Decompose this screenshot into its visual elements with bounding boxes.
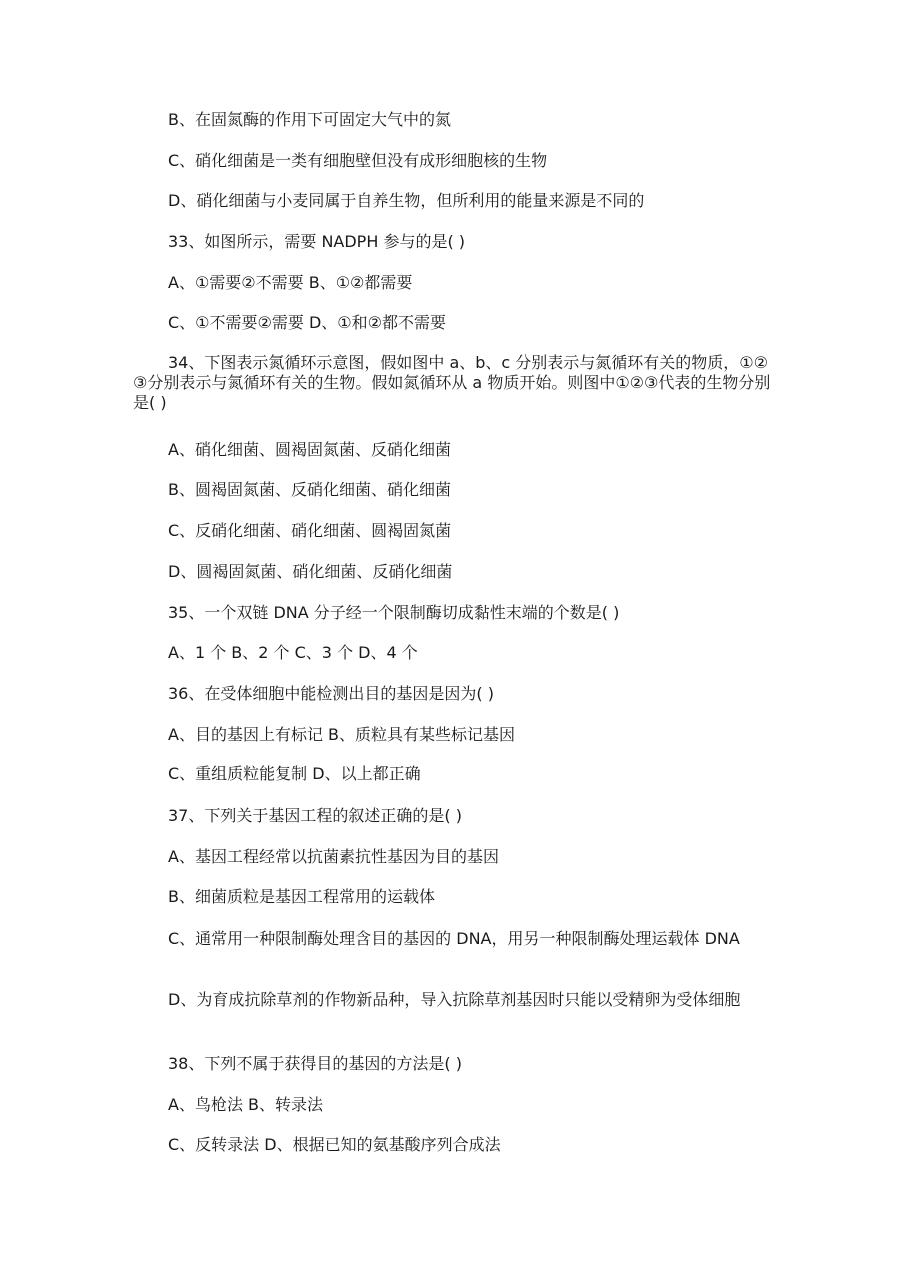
question-37: 37、下列关于基因工程的叙述正确的是( ) (168, 806, 462, 825)
option-34-b: B、圆褐固氮菌、反硝化细菌、硝化细菌 (168, 480, 451, 499)
options-38-ab: A、鸟枪法 B、转录法 (168, 1095, 324, 1114)
question-33: 33、如图所示，需要 NADPH 参与的是( ) (168, 232, 466, 251)
option-37-a: A、基因工程经常以抗菌素抗性基因为目的基因 (168, 847, 499, 866)
options-36-ab: A、目的基因上有标记 B、质粒具有某些标记基因 (168, 725, 516, 744)
option-37-d: D、为育成抗除草剂的作物新品种，导入抗除草剂基因时只能以受精卵为受体细胞 (168, 990, 741, 1009)
options-33-ab: A、①需要②不需要 B、①②都需要 (168, 273, 413, 292)
options-38-cd: C、反转录法 D、根据已知的氨基酸序列合成法 (168, 1135, 501, 1154)
option-32-b: B、在固氮酶的作用下可固定大气中的氮 (168, 110, 451, 129)
option-34-a: A、硝化细菌、圆褐固氮菌、反硝化细菌 (168, 440, 451, 459)
option-37-b: B、细菌质粒是基因工程常用的运载体 (168, 887, 435, 906)
question-36: 36、在受体细胞中能检测出目的基因是因为( ) (168, 684, 494, 703)
option-32-d: D、硝化细菌与小麦同属于自养生物，但所利用的能量来源是不同的 (168, 191, 645, 210)
options-33-cd: C、①不需要②需要 D、①和②都不需要 (168, 313, 446, 332)
option-34-d: D、圆褐固氮菌、硝化细菌、反硝化细菌 (168, 562, 453, 581)
question-34: 34、下图表示氮循环示意图，假如图中 a、b、c 分别表示与氮循环有关的物质，①②③分别表示与氮循环有关的生物。假如氮循环从 a 物质开始。则图中①②③代表的生物分别是( ) (133, 353, 771, 412)
option-32-c: C、硝化细菌是一类有细胞壁但没有成形细胞核的生物 (168, 151, 548, 170)
options-35: A、1 个 B、2 个 C、3 个 D、4 个 (168, 643, 418, 662)
question-38: 38、下列不属于获得目的基因的方法是( ) (168, 1054, 462, 1073)
question-35: 35、一个双链 DNA 分子经一个限制酶切成黏性末端的个数是( ) (168, 603, 620, 622)
option-37-c: C、通常用一种限制酶处理含目的基因的 DNA，用另一种限制酶处理运载体 DNA (168, 929, 740, 948)
options-36-cd: C、重组质粒能复制 D、以上都正确 (168, 764, 421, 783)
option-34-c: C、反硝化细菌、硝化细菌、圆褐固氮菌 (168, 521, 452, 540)
